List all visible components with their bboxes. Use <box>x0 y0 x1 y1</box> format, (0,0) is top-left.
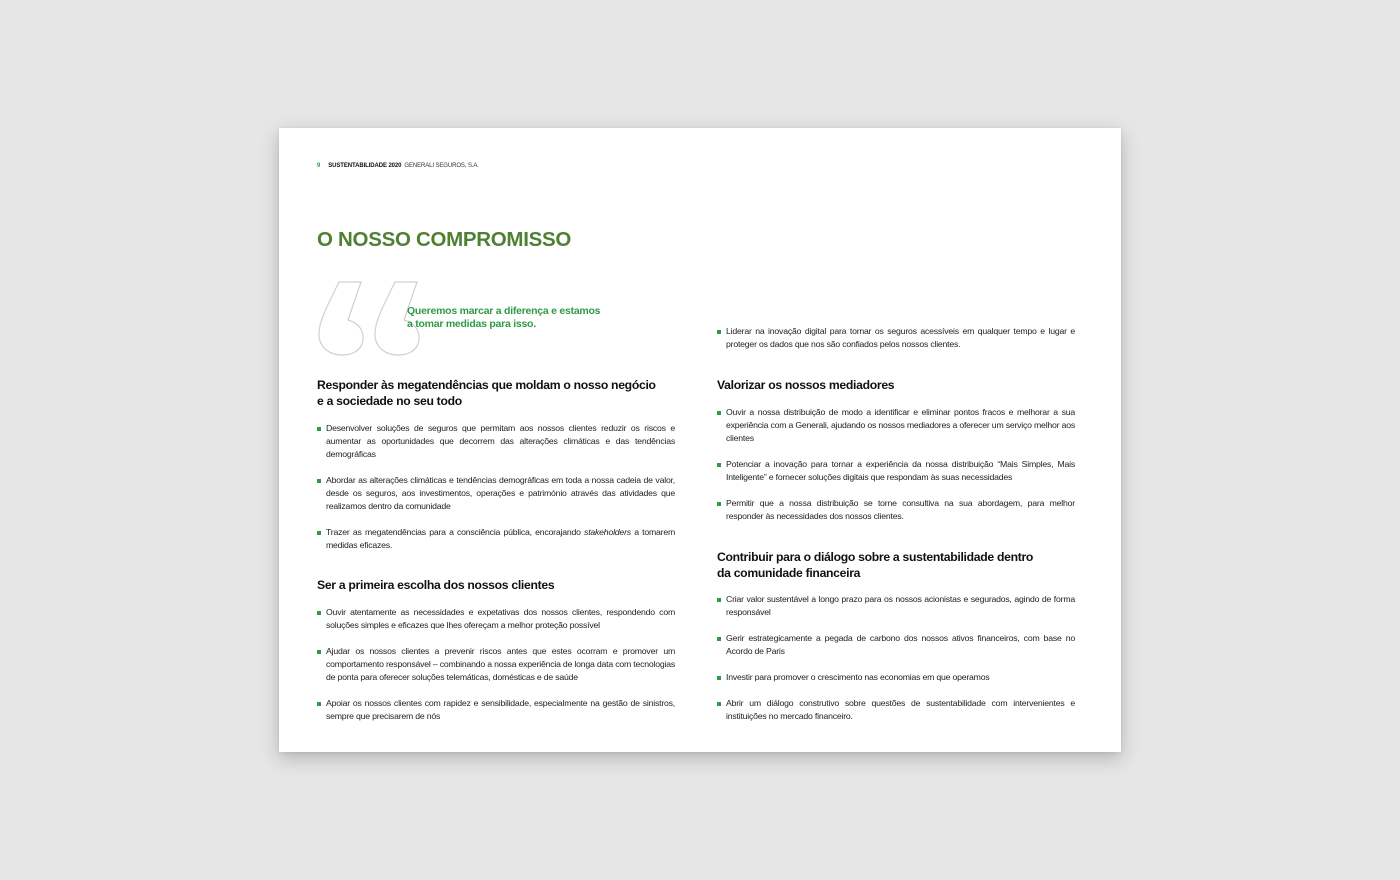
document-page <box>279 128 1121 752</box>
financial-item-4: Abrir um diálogo construtivo sobre questões de sustentabilidade com intervenientes e instituições no mercado financeiro. <box>717 697 1075 723</box>
mediators-item-1: Ouvir a nossa distribuição de modo a identificar e eliminar pontos fracos e melhorar a sua experiência com a Generali, ajudando os nossos mediadores a oferecer um serviço melhor aos clientes <box>717 406 1075 445</box>
megatrends-heading: Responder às megatendências que moldam o nosso negócio e a sociedade no seu todo <box>317 378 656 408</box>
clients-item-2: Ajudar os nossos clientes a prevenir riscos antes que estes ocorram e promover um comportamento responsável – combinando a nossa experiência de longa data com tecnologias de ponta para oferecer soluções telemáticas, domésticas e de saúde <box>317 645 675 684</box>
megatrends-item-1: Desenvolver soluções de seguros que permitam aos nossos clientes reduzir os riscos e aumentar as oportunidades que decorrem das alterações climáticas e das tendências demográficas <box>317 422 675 461</box>
financial-item-1: Criar valor sustentável a longo prazo para os nossos acionistas e segurados, agindo de forma responsável <box>717 593 1075 619</box>
financial-item-3: Investir para promover o crescimento nas economias em que operamos <box>717 671 1075 684</box>
financial-item-2: Gerir estrategicamente a pegada de carbono dos nossos ativos financeiros, com base no Acordo de Paris <box>717 632 1075 658</box>
pull-quote: Queremos marcar a diferença e estamos a tomar medidas para isso. <box>407 305 601 330</box>
clients-item-3: Apoiar os nossos clientes com rapidez e sensibilidade, especialmente na gestão de sinistros, sempre que precisarem de nós <box>317 697 675 723</box>
financial-heading: Contribuir para o diálogo sobre a sustentabilidade dentro da comunidade financeira <box>717 550 1034 580</box>
megatrends-item-2: Abordar as alterações climáticas e tendências demográficas em toda a nossa cadeia de valor, desde os seguros, aos investimentos, operações e património através das atividades que realizamos dentro da comunidade <box>317 474 675 513</box>
digital-innovation-item: Liderar na inovação digital para tornar os seguros acessíveis em qualquer tempo e lugar e proteger os dados que nos são confiados pelos nossos clientes. <box>717 325 1075 351</box>
page-number: 9 <box>317 163 321 169</box>
report-name: SUSTENTABILIDADE 2020 <box>328 163 402 169</box>
page-title: O NOSSO COMPROMISSO <box>317 228 571 251</box>
clients-heading: Ser a primeira escolha dos nossos clientes <box>317 578 555 592</box>
megatrends-item-3: Trazer as megatendências para a consciência pública, encorajando stakeholders a tomarem medidas eficazes. <box>317 526 675 552</box>
running-header <box>317 163 479 169</box>
mediators-item-3: Permitir que a nossa distribuição se torne consultiva na sua abordagem, para melhor responder às necessidades dos nossos clientes. <box>717 497 1075 523</box>
company-name: GENERALI SEGUROS, S.A. <box>404 163 479 169</box>
mediators-heading: Valorizar os nossos mediadores <box>717 378 895 392</box>
mediators-item-2: Potenciar a inovação para tornar a experiência da nossa distribuição “Mais Simples, Mais Inteligente” e fornecer soluções digitais que respondam às suas necessidades <box>717 458 1075 484</box>
clients-item-1: Ouvir atentamente as necessidades e expetativas dos nossos clientes, respondendo com soluções simples e eficazes que lhes ofereçam a melhor proteção possível <box>317 606 675 632</box>
